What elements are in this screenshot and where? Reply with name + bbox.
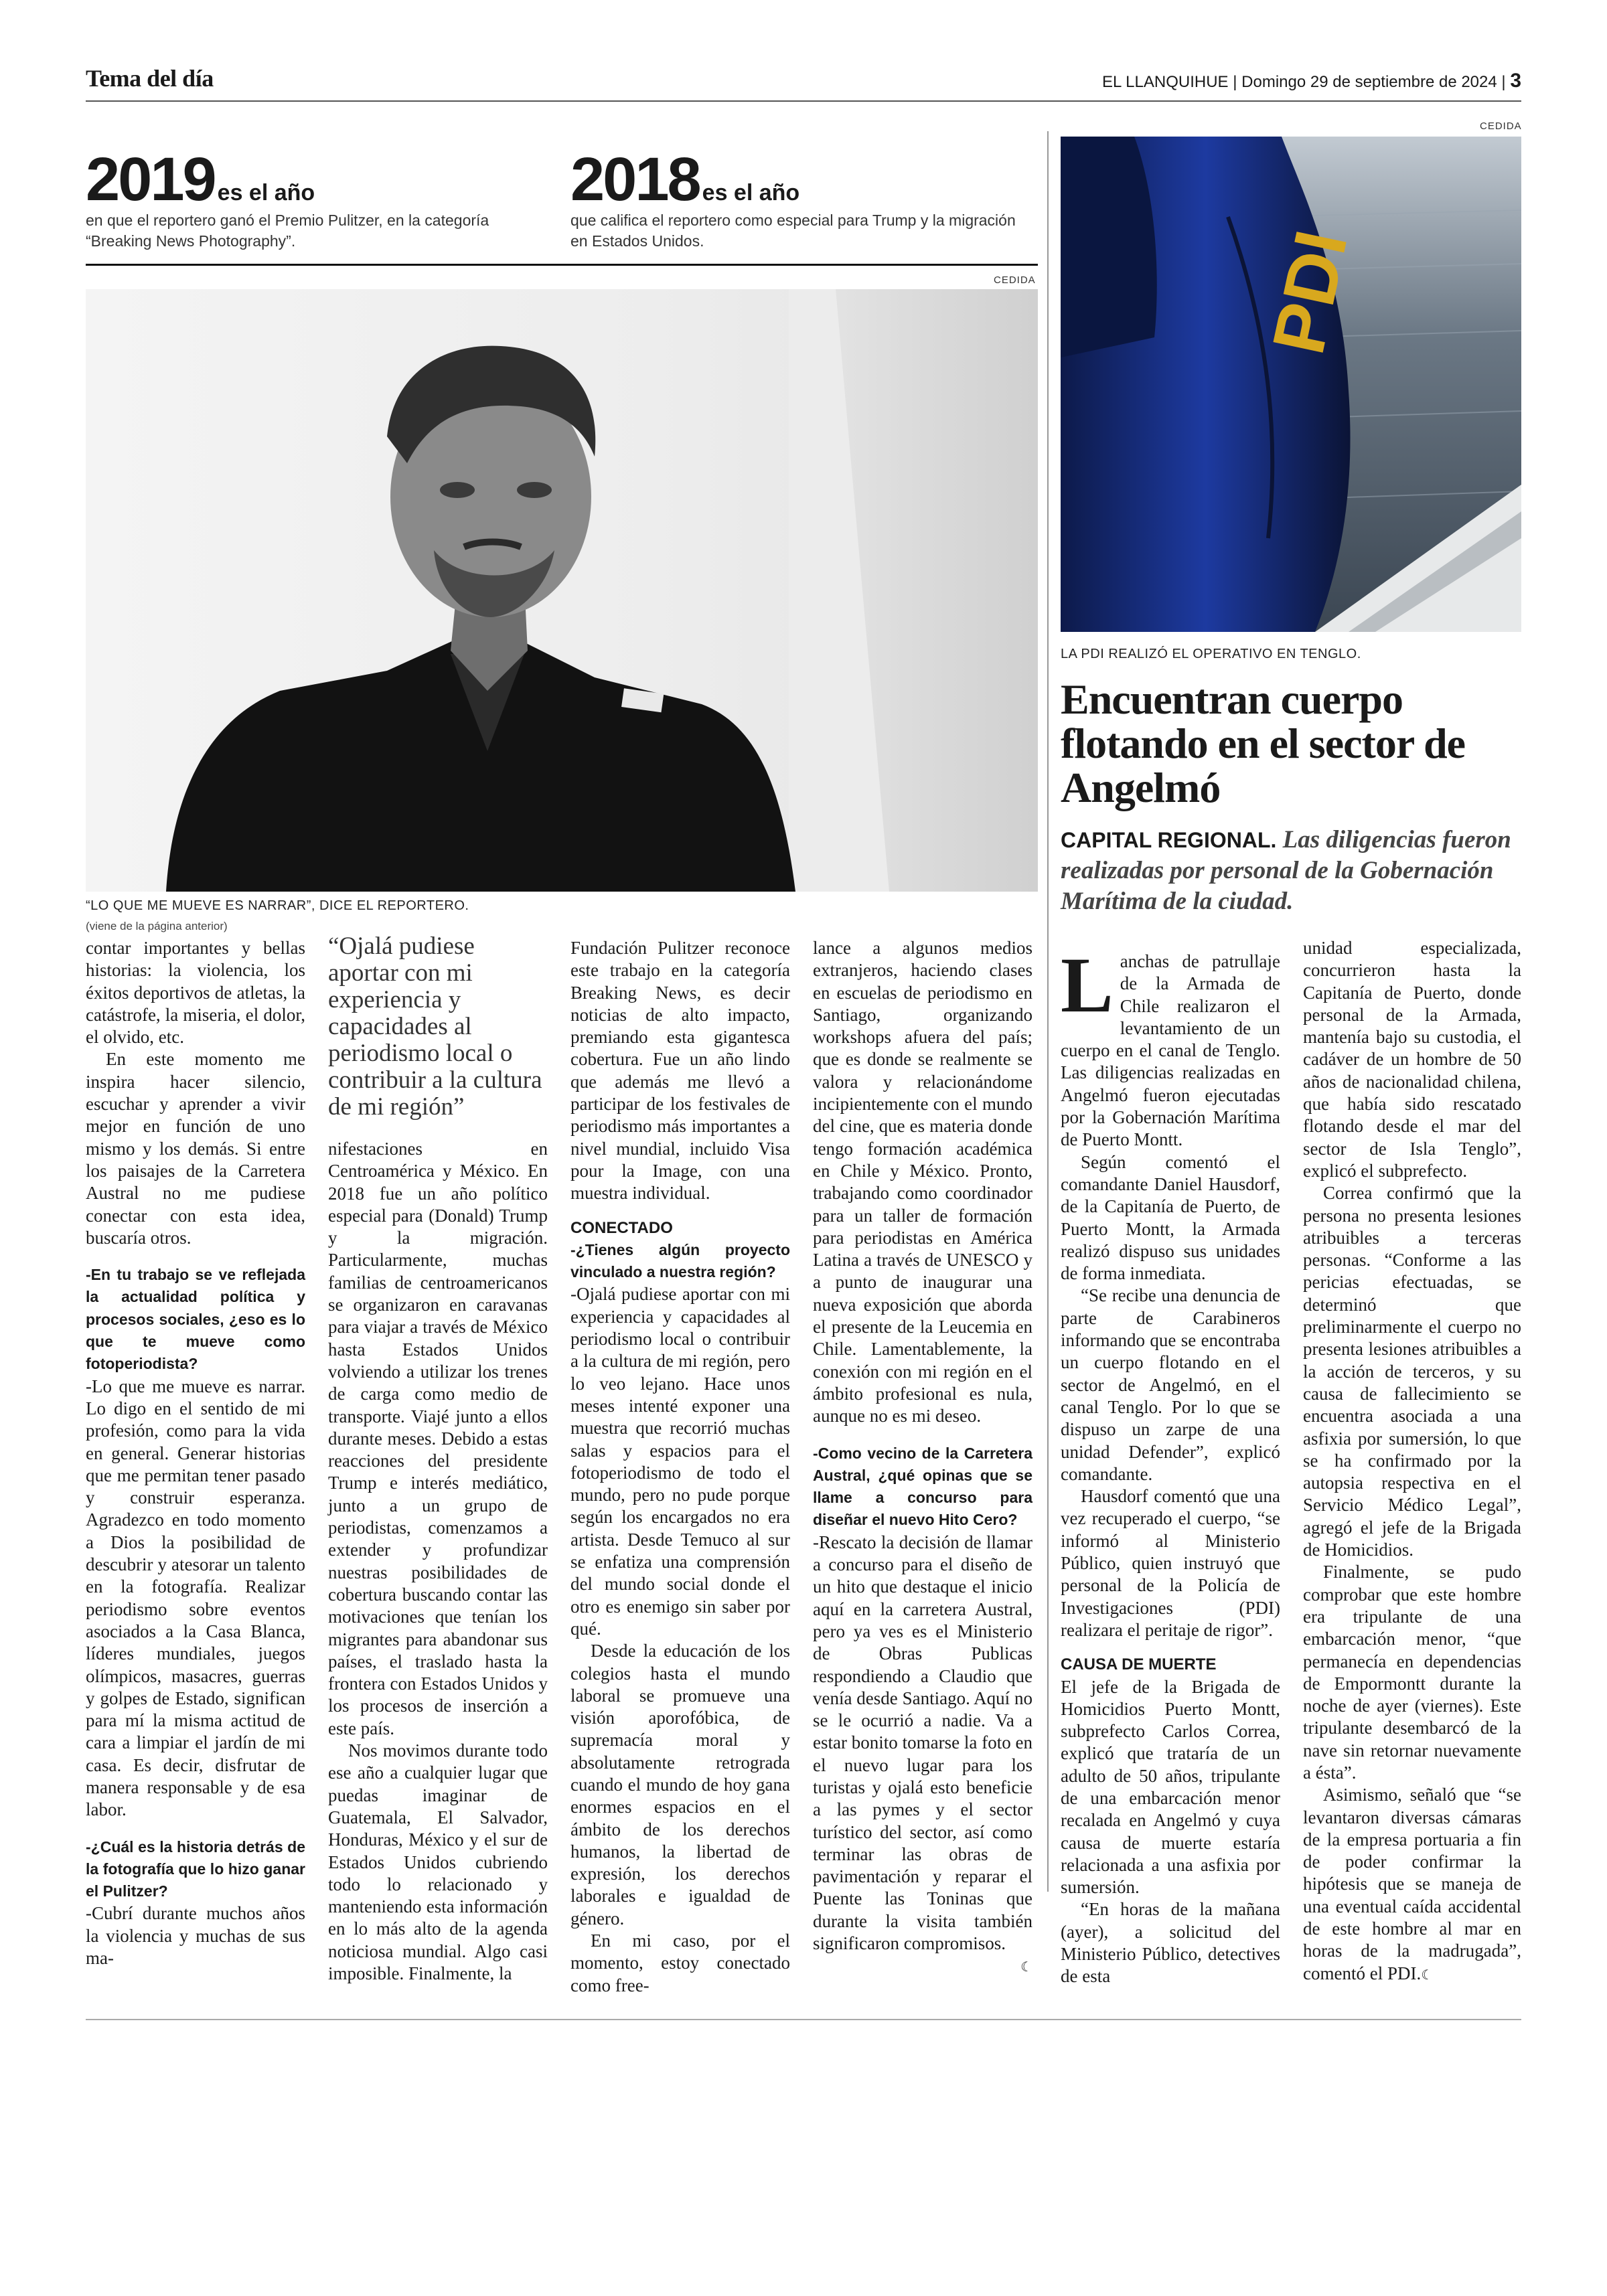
body-paragraph: “En horas de la mañana (ayer), a solicitud del Ministerio Público, detectives de esta <box>1061 1899 1280 1987</box>
body-paragraph: Según comentó el comandante Daniel Hausdorf, de la Capitanía de Puerto, de Puerto Montt, la Armada realizó dispuso sus unidades de forma inmediata. <box>1061 1151 1280 1284</box>
section-subhead: CAUSA DE MUERTE <box>1061 1655 1217 1674</box>
section-subhead: CONECTADO <box>570 1218 673 1237</box>
stat-box-2018 <box>570 145 1026 252</box>
interview-question: -¿Tienes algún proyecto vinculado a nuestra región? <box>570 1240 790 1281</box>
body-paragraph <box>1303 1784 1521 1986</box>
deck <box>1061 825 1521 917</box>
body-paragraph: Finalmente, se pudo comprobar que este hombre era tripulante de una embarcación menor, “que permanecía en dependencias de Empormontt durante la noche de ayer (viernes). Este tripulante desembarcó de la nave sin retornar nuevamente a ésta”. <box>1303 1562 1521 1783</box>
body-paragraph: En mi caso, por el momento, estoy conectado como free- <box>570 1931 790 1995</box>
publication-date: Domingo 29 de septiembre de 2024 <box>1241 73 1497 91</box>
body-paragraph: En este momento me inspira hacer silencio, escuchar y aprender a vivir mejor en función de uno mismo y los demás. Si entre los paisajes de la Carretera Austral no me pudiese conectar con esta idea, buscaría otros. <box>86 1049 305 1248</box>
stat-text: que califica el reportero como especial para Trump y la migración en Estados Unidos. <box>570 212 1016 250</box>
jacket-lettering: PDI <box>1257 224 1363 361</box>
page-folio <box>1102 70 1521 92</box>
body-paragraph: El jefe de la Brigada de Homicidios Puerto Montt, subprefecto Carlos Correa, explicó que trataría de un adulto de 50 años, tripulante de una embarcación menor recalada en Angelmó y cuya causa de muerte estaría relacionada a una asfixia por sumersión. <box>1061 1676 1280 1898</box>
body-paragraph: lance a algunos medios extranjeros, haciendo clases en escuelas de periodismo en Santiago, organizando workshops afuera del país; que es donde se realmente se valora y relacionándome incipientemente con el mundo del cine, que es materia donde tengo formación académica en Chile y México. Pronto, trabajando como coordinador para un taller de formación para periodistas en América Latina a través de UNESCO y a punto de inaugurar una nueva exposición que aborda el presente de la Leucemia en Chile. Lamentablemente, la conexión con mi región en el ámbito profesional es nula, aunque no es mi deseo. <box>813 938 1032 1426</box>
body-paragraph: “Se recibe una denuncia de parte de Carabineros informando que se encontraba un cuerpo flotando en el sector de Angelmó, en el canal Tenglo. Por lo que se dispuso un zarpe de una unidad Defender”, explicó comandante. <box>1061 1285 1280 1484</box>
drop-cap: L <box>1061 941 1114 1029</box>
interview-answer: -Lo que me mueve es narrar. Lo digo en el sentido de mi profesión, como para la vida en general. Generar historias que me permitan tener pasado y construir esperanza. Agradezco en todo momento a Dios la posibilidad de descubrir y atesorar un talento en la fotografía. Realizar periodismo sobre eventos asociados a la Casa Blanca, líderes mundiales, juegos olímpicos, masacres, guerras y golpes de Estado, significan para mí la misma actitud de cara a limpiar el jardín de mi casa. Es decir, disfrutar de manera responsable y de esa labor. <box>86 1376 305 1820</box>
publication-name: EL LLANQUIHUE <box>1102 73 1229 91</box>
end-mark-icon: ☾ <box>1020 1959 1032 1975</box>
body-paragraph: Correa confirmó que la persona no presenta lesiones atribuibles a terceras personas. “Conforme a las pericias efectuadas, se determinó que preliminarmente el cuerpo no presenta lesiones atribuibles a la acción de terceros, y su causa de fallecimiento se encuentra asociada a una asfixia por sumersión, lo que se ha confirmado por la autopsia respectiva en el Servicio Médico Legal”, agregó el jefe de la Brigada de Homicidios. <box>1303 1183 1521 1560</box>
page-number: 3 <box>1510 70 1521 92</box>
lead-text: anchas de patrullaje de la Armada de Chile realizaron el levantamiento de un cuerpo en el canal de Tenglo. Las diligencias realizadas en Angelmó fueron ejecutadas por la Gobernación Marítima de Puerto Montt. <box>1061 951 1280 1150</box>
section-title: Tema del día <box>86 65 214 92</box>
photo-caption: LA PDI REALIZÓ EL OPERATIVO EN TENGLO. <box>1061 647 1361 661</box>
news-column-1 <box>1061 941 1280 1988</box>
photo-caption: “LO QUE ME MUEVE ES NARRAR”, DICE EL REPORTERO. <box>86 898 469 913</box>
interview-question: -¿Cuál es la historia detrás de la fotografía que lo hizo ganar el Pulitzer? <box>86 1837 305 1900</box>
body-paragraph: Hausdorf comentó que una vez recuperado el cuerpo, “se informó al Ministerio Público, quien instruyó que personal de la Policía de Investigaciones (PDI) realizara el peritaje de rigor”. <box>1061 1486 1280 1640</box>
bottom-rule <box>86 2019 1521 2020</box>
interview-answer: -Cubrí durante muchos años la violencia y muchas de sus ma- <box>86 1903 305 1969</box>
reporter-portrait-photo <box>86 289 1038 892</box>
stats-rule <box>86 264 1038 266</box>
interview-column-3 <box>570 937 790 1997</box>
jump-note: (viene de la página anterior) <box>86 920 228 932</box>
body-paragraph: Fundación Pulitzer reconoce este trabajo en la categoría Breaking News, es decir noticias de alto impacto, premiando esta gigantesca cobertura. Fue un año lindo que además me llevó a participar de los festivales de periodismo más importantes a nivel mundial, incluido Visa pour la Image, con una muestra individual. <box>570 938 790 1204</box>
photo-credit: CEDIDA <box>994 274 1036 286</box>
closing-text: Asimismo, señaló que “se levantaron diversas cámaras de la empresa portuaria a fin de poder confirmar la hipótesis que se maneja de una eventual caída accidental de este hombre al mar en horas de la madrugada”, comentó el PDI. <box>1303 1785 1521 1983</box>
interview-question: -Como vecino de la Carretera Austral, ¿qué opinas que se llame a concurso para diseñar el nuevo Hito Cero? <box>813 1444 1032 1529</box>
lead-paragraph <box>1061 941 1280 1151</box>
stat-text: en que el reportero ganó el Premio Pulitzer, en la categoría “Breaking News Photography”. <box>86 212 489 250</box>
pull-quote: “Ojalá pudiese aportar con mi experiencia y capacidades al periodismo local o contribuir a la cultura de mi región” <box>328 932 542 1121</box>
news-column-2 <box>1303 937 1521 1986</box>
interview-answer: -Rescato la decisión de llamar a concurso para el diseño de un hito que destaque el inicio aquí en la carretera Austral, pero ya ves es el Ministerio de Obras Publicas respondiendo a Claudio que venía desde Santiago. Aquí no se le ocurrió a nadie. Va a estar bonito tomarse la foto en el nuevo lugar para los turistas y ojalá esto beneficie a las pymes y el sector turístico del sector, así como terminar las obras de pavimentación y reparar el Puente las Toninas que durante la visita también significaron compromisos. <box>813 1532 1032 1954</box>
interview-column-4 <box>813 937 1032 1979</box>
body-paragraph: Desde la educación de los colegios hasta el mundo laboral se promueve una visión aporofóbica, de supremacía moral y absolutamente retrograda cuando el mundo de hoy gana enormes espacios en el ámbito de los derechos humanos, la libertad de expresión, los derechos laborales e igualdad de género. <box>570 1641 790 1929</box>
deck-text: Las diligencias fueron realizadas por personal de la Gobernación Marítima de la ciudad. <box>1061 826 1511 915</box>
body-paragraph: nifestaciones en Centroamérica y México. En 2018 fue un año político especial para (Donald) Trump y la migración. Particularmente, muchas familias de centroamericanos se organizaron en caravanas para viajar a través de México hasta Estados Unidos volviendo a utilizar los trenes de carga como medio de transporte. Viajé junto a ellos durante meses. Debido a estas reacciones del presidente Trump e interés mediático, junto a un grupo de periodistas, comenzamos a extender y profundizar nuestras posibilidades de cobertura buscando contar las motivaciones que tenían los migrantes para abandonar sus países, el traslado hasta la frontera con Estados Unidos y los procesos de inserción a este país. <box>328 1139 548 1738</box>
stat-unit: es el año <box>702 180 800 206</box>
body-paragraph: Nos movimos durante todo ese año a cualquier lugar que puedas imaginar de Guatemala, El Salvador, Honduras, México y el sur de Estados Unidos cubriendo todo lo relacionado y manteniendo esta información en lo más alto de la agenda noticiosa mundial. Algo casi imposible. Finalmente, la <box>328 1740 548 1983</box>
stat-number: 2018 <box>570 145 700 214</box>
header-rule <box>86 100 1521 102</box>
stat-box-2019 <box>86 145 541 252</box>
stat-number: 2019 <box>86 145 215 214</box>
interview-column-2 <box>328 1138 548 1985</box>
body-paragraph: unidad especializada, concurrieron hasta la Capitanía de Puerto, donde personal de la Armada, mantenía bajo su custodia, el cadáver de un hombre de 50 años de nacionalidad chilena, que había sido rescatado flotando desde el mar del sector de Isla Tenglo”, explicó el subprefecto. <box>1303 938 1521 1181</box>
headline: Encuentran cuerpo flotando en el sector de Angelmó <box>1061 675 1466 811</box>
end-mark-icon: ☾ <box>1421 1966 1434 1983</box>
story-divider <box>1047 131 1049 1892</box>
kicker: CAPITAL REGIONAL. <box>1061 828 1277 852</box>
interview-column-1 <box>86 937 305 1969</box>
end-mark <box>813 1955 1032 1978</box>
folio-separator: | <box>1501 73 1511 91</box>
photo-credit: CEDIDA <box>1480 120 1522 132</box>
folio-separator: | <box>1233 73 1242 91</box>
interview-question: -En tu trabajo se ve reflejada la actualidad política y procesos sociales, ¿eso es lo que te mueve como fotoperiodista? <box>86 1266 305 1373</box>
body-paragraph: contar importantes y bellas historias: la violencia, los éxitos deportivos de atletas, la catástrofe, la miseria, el dolor, el olvido, etc. <box>86 938 305 1048</box>
stat-unit: es el año <box>217 180 315 206</box>
interview-answer: -Ojalá pudiese aportar con mi experiencia y capacidades al periodismo local o contribuir a la cultura de mi región, pero lo veo lejano. Hace unos meses intenté exponer una muestra que recorrió muchas salas y espacios para el fotoperiodismo de todo el mundo, pero no pude porque según los encargados no era artista. Desde Temuco al sur se enfatiza una comprensión del mundo social donde el otro es enemigo sin saber por qué. <box>570 1284 790 1639</box>
pdi-operation-photo <box>1061 137 1521 632</box>
